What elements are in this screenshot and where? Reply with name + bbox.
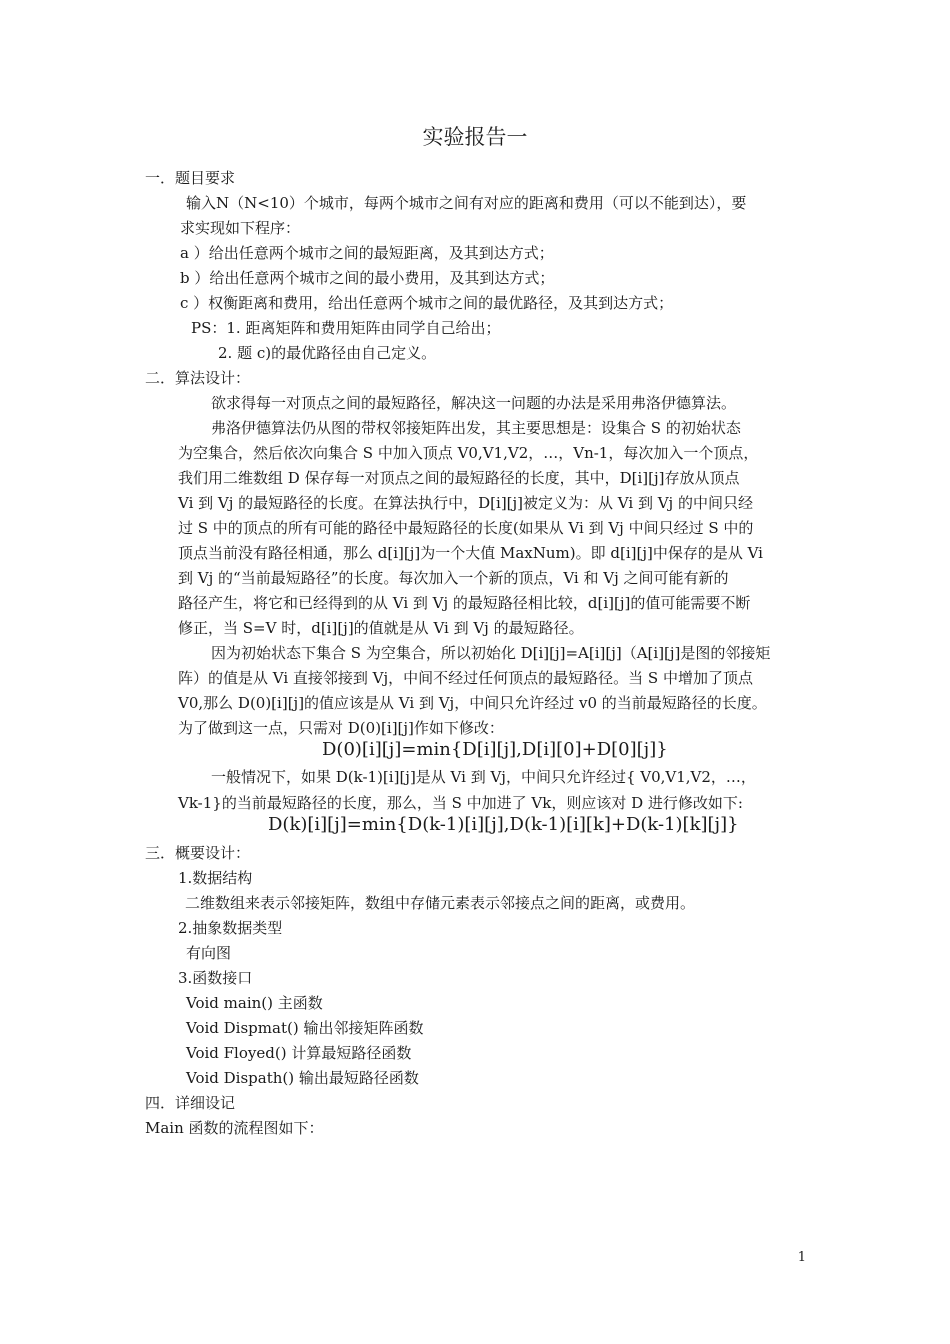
ps-note-2: 2. 题 c)的最优路径由自己定义。: [218, 344, 437, 362]
paragraph-line: 求实现如下程序：: [180, 219, 301, 237]
list-item-a: a ）给出任意两个城市之间的最短距离，及其到达方式；: [180, 244, 554, 262]
paragraph-line: Vk-1}的当前最短路径的长度，那么，当 S 中加进了 Vk，则应该对 D 进行修改如下:: [178, 794, 743, 812]
ps-note-1: PS：1. 距离矩阵和费用矩阵由同学自己给出；: [191, 319, 501, 337]
paragraph-line: 一般情况下，如果 D(k-1)[i][j]是从 Vi 到 Vj，中间只允许经过{ V0,V1,V2，…，: [211, 768, 756, 786]
paragraph-line: 顶点当前没有路径相通，那么 d[i][j]为一个大值 MaxNum)。即 d[i][j]中保存的是从 Vi: [178, 544, 763, 562]
paragraph-line: V0,那么 D(0)[i][j]的值应该是从 Vi 到 Vj，中间只允许经过 v0 的当前最短路径的长度。: [178, 694, 767, 712]
list-item-c: c ）权衡距离和费用，给出任意两个城市之间的最优路径，及其到达方式；: [180, 294, 674, 312]
section-heading-1: 一．题目要求: [145, 169, 236, 187]
paragraph-line: Vi 到 Vj 的最短路径的长度。在算法执行中，D[i][j]被定义为：从 Vi 到 Vj 的中间只经: [178, 494, 753, 512]
subheading: 3.函数接口: [178, 969, 253, 987]
paragraph-line: 阵）的值是从 Vi 直接邻接到 Vj，中间不经过任何顶点的最短路径。当 S 中增加了顶点: [178, 669, 753, 687]
paragraph-line: 过 S 中的顶点的所有可能的路径中最短路径的长度(如果从 Vi 到 Vj 中间只经过 S 中的: [178, 519, 754, 537]
page-number: 1: [797, 1250, 806, 1265]
paragraph-line: 弗洛伊德算法仍从图的带权邻接矩阵出发，其主要思想是：设集合 S 的初始状态: [211, 419, 741, 437]
paragraph-line: 我们用二维数组 D 保存每一对顶点之间的最短路径的长度，其中，D[i][j]存放从顶点: [178, 469, 740, 487]
function-item: Void Dispath() 输出最短路径函数: [186, 1069, 419, 1087]
section-heading-4: 四．详细设记: [145, 1094, 236, 1112]
paragraph-line: 为了做到这一点，只需对 D(0)[i][j]作如下修改：: [178, 719, 504, 737]
formula-dk: D(k)[i][j]=min{D(k-1)[i][j],D(k-1)[i][k]+D(k-1)[k][j]}: [268, 814, 739, 835]
paragraph-line: 到 Vj 的“当前最短路径”的长度。每次加入一个新的顶点，Vi 和 Vj 之间可能有新的: [178, 569, 729, 587]
paragraph-line: 路径产生，将它和已经得到的从 Vi 到 Vj 的最短路径相比较，d[i][j]的值可能需要不断: [178, 594, 751, 612]
function-item: Void main() 主函数: [186, 994, 323, 1012]
paragraph-line: 欲求得每一对顶点之间的最短路径，解决这一问题的办法是采用弗洛伊德算法。: [211, 394, 737, 412]
function-item: Void Dispmat() 输出邻接矩阵函数: [186, 1019, 424, 1037]
paragraph-line: 修正，当 S=V 时，d[i][j]的值就是从 Vi 到 Vj 的最短路径。: [178, 619, 584, 637]
formula-d0: D(0)[i][j]=min{D[i][j],D[i][0]+D[0][j]}: [322, 739, 668, 760]
paragraph-line: 有向图: [186, 944, 232, 962]
paragraph-line: 输入N（N<10）个城市，每两个城市之间有对应的距离和费用（可以不能到达），要: [186, 194, 747, 212]
paragraph-line: 为空集合，然后依次向集合 S 中加入顶点 V0,V1,V2，…，Vn-1，每次加入一个顶点，: [178, 444, 759, 462]
paragraph-line: 二维数组来表示邻接矩阵，数组中存储元素表示邻接点之间的距离，或费用。: [185, 894, 696, 912]
function-item: Void Floyed() 计算最短路径函数: [186, 1044, 412, 1062]
section-heading-3: 三．概要设计：: [145, 844, 251, 862]
paragraph-line: 因为初始状态下集合 S 为空集合，所以初始化 D[i][j]=A[i][j]（A[i][j]是图的邻接矩: [211, 644, 771, 662]
paragraph-line: Main 函数的流程图如下：: [145, 1119, 324, 1137]
section-heading-2: 二．算法设计：: [145, 369, 251, 387]
report-title: 实验报告一: [422, 125, 528, 149]
list-item-b: b ）给出任意两个城市之间的最小费用，及其到达方式；: [180, 269, 555, 287]
subheading: 1.数据结构: [178, 869, 253, 887]
subheading: 2.抽象数据类型: [178, 919, 283, 937]
